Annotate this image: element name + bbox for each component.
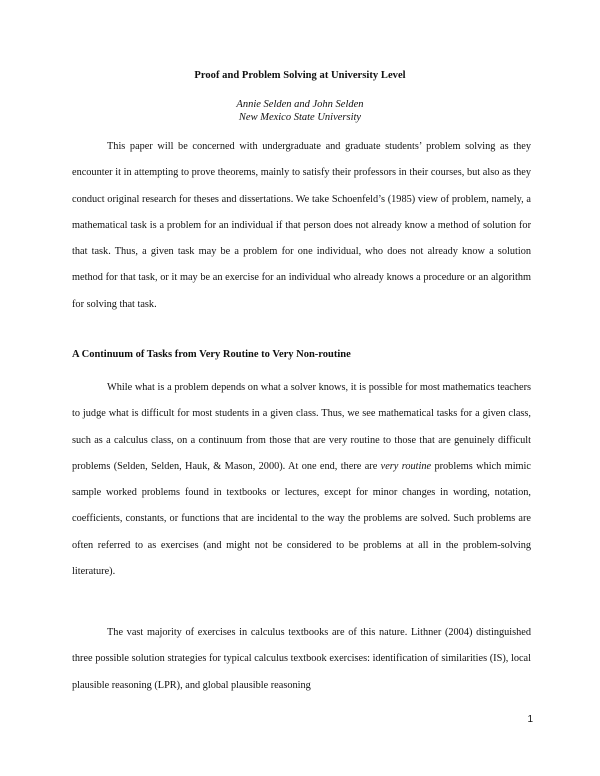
section-heading: A Continuum of Tasks from Very Routine to Very Non-routine [72,349,351,360]
calculus-exercises-paragraph [72,620,531,699]
calculus-exercises-paragraph-text: The vast majority of exercises in calculus textbooks are of this nature. Lithner (2004) distinguished three possible solution strategies for typical calculus textbook exercises: identification of similarities (IS), local plausible reasoning (LPR), and global plausible reasoning [72,627,531,691]
page-number: 1 [527,714,533,725]
author-names: Annie Selden and John Selden [236,99,364,110]
intro-paragraph [72,134,531,318]
intro-paragraph-text: This paper will be concerned with undergraduate and graduate students’ problem solving as they encounter it in attempting to prove theorems, mainly to satisfy their professors in their courses, but also as they conduct original research for theses and dissertations. We take Schoenfeld’s (1985) view of problem, namely, a mathematical task is a problem for an individual if that person does not already know a method of solution for that task. Thus, a given task may be a problem for one individual, who does not already know a solution method for that task, or it may be an exercise for an individual who already knows a procedure or an algorithm for solving that task. [72,141,531,310]
continuum-paragraph-text-start: While what is a problem depends on what a solver knows, it is possible for most mathematics teachers to judge what is difficult for most students in a given class. Thus, we see mathematical tasks for a given class, such as a calculus class, on a continuum from those that are very routine to those that are genuinely difficult problems (Selden, Selden, Hauk, & Mason, 2000). At one end, there are [72,382,531,472]
continuum-paragraph [72,375,531,585]
continuum-paragraph-text-end: problems which mimic sample worked problems found in textbooks or lectures, except for minor changes in wording, notation, coefficients, constants, or functions that are incidental to the way the problems are solved. Such problems are often referred to as exercises (and might not be considered to be problems at all in the problem-solving literature). [72,460,531,578]
author-block [0,98,600,124]
very-routine-emphasis: very routine [380,460,432,472]
author-affiliation: New Mexico State University [238,112,362,123]
paper-title: Proof and Problem Solving at University Level [194,70,406,81]
